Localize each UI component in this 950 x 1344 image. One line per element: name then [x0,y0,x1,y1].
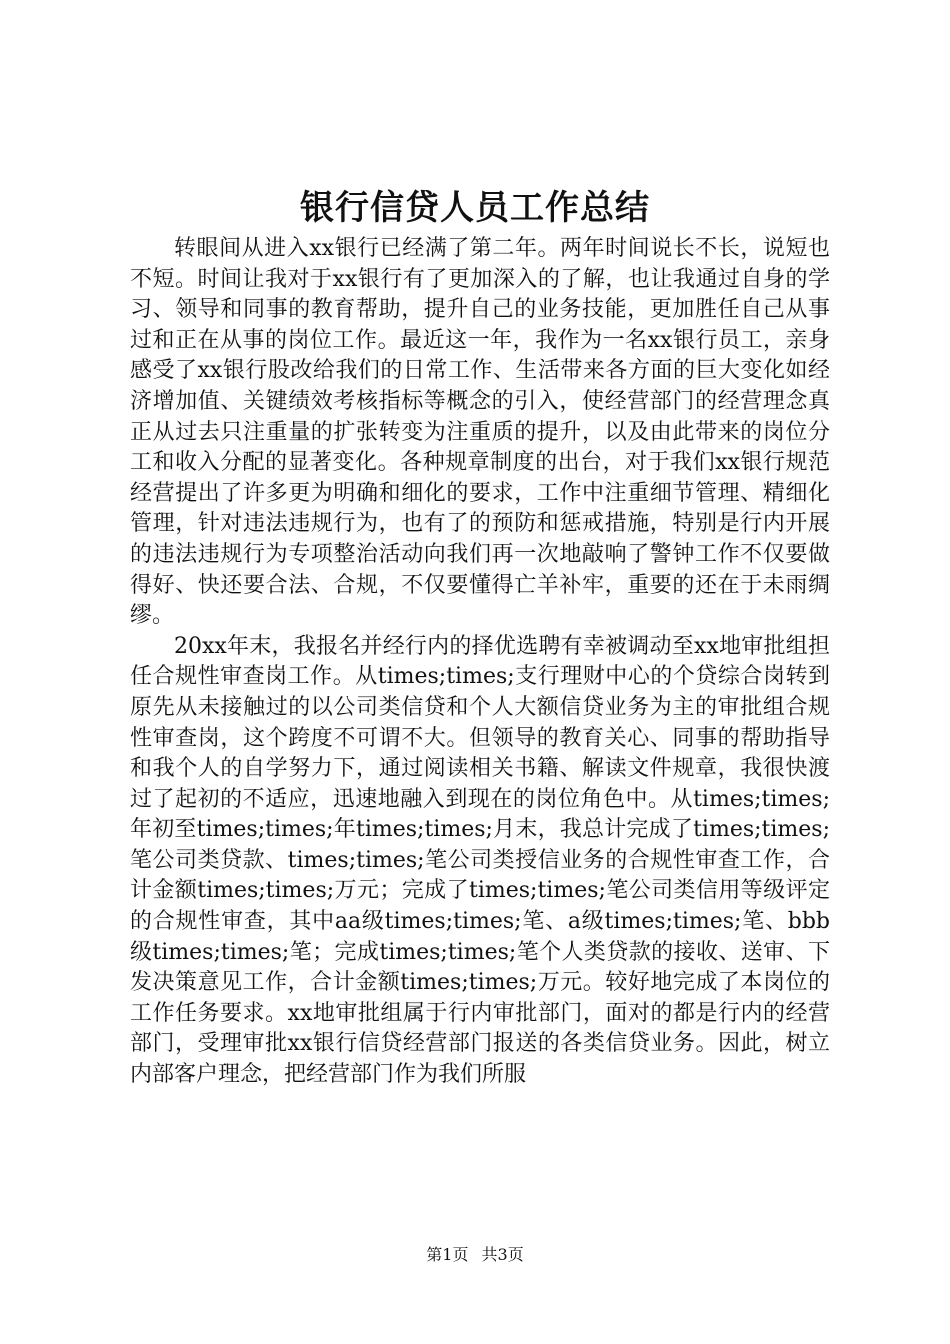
document-body [130,234,830,1091]
page-footer [0,1243,950,1267]
document-title: 银行信贷人员工作总结 [300,188,650,228]
paragraph-1: 转眼间从进入xx银行已经满了第二年。两年时间说长不长，说短也不短。时间让我对于xx银行有了更加深入的了解，也让我通过自身的学习、领导和同事的教育帮助，提升自己的业务技能，更加胜任自己从事过和正在从事的岗位工作。最近这一年，我作为一名xx银行员工，亲身感受了xx银行股改给我们的日常工作、生活带来各方面的巨大变化如经济增加值、关键绩效考核指标等概念的引入，使经营部门的经营理念真正从过去只注重量的扩张转变为注重质的提升，以及由此带来的岗位分工和收入分配的显著变化。各种规章制度的出台，对于我们xx银行规范经营提出了许多更为明确和细化的要求，工作中注重细节管理、精细化管理，针对违法违规行为，也有了的预防和惩戒措施，特别是行内开展的违法违规行为专项整治活动向我们再一次地敲响了警钟工作不仅要做得好、快还要合法、合规，不仅要懂得亡羊补牢，重要的还在于未雨绸缪。 [130,236,830,629]
page-number: 第1页 [426,1245,469,1264]
paragraph-2: 20xx年末，我报名并经行内的择优选聘有幸被调动至xx地审批组担任合规性审查岗工作。从times;times;支行理财中心的个贷综合岗转到原先从未接触过的以公司类信贷和个人大额信贷业务为主的审批组合规性审查岗，这个跨度不可谓不大。但领导的教育关心、同事的帮助指导和我个人的自学努力下，通过阅读相关书籍、解读文件规章，我很快渡过了起初的不适应，迅速地融入到现在的岗位角色中。从times;times;年初至times;times;年times;times;月末，我总计完成了times;times;笔公司类贷款、times;times;笔公司类授信业务的合规性审查工作，合计金额times;times;万元；完成了times;times;笔公司类信用等级评定的合规性审查，其中aa级times;times;笔、a级times;times;笔、bbb级times;times;笔；完成times;times;笔个人类贷款的接收、送审、下发决策意见工作，合计金额times;times;万元。较好地完成了本岗位的工作任务要求。xx地审批组属于行内审批部门，面对的都是行内的经营部门，受理审批xx银行信贷经营部门报送的各类信贷业务。因此，树立内部客户理念，把经营部门作为我们所服 [130,633,831,1088]
page-total: 共3页 [481,1245,524,1264]
